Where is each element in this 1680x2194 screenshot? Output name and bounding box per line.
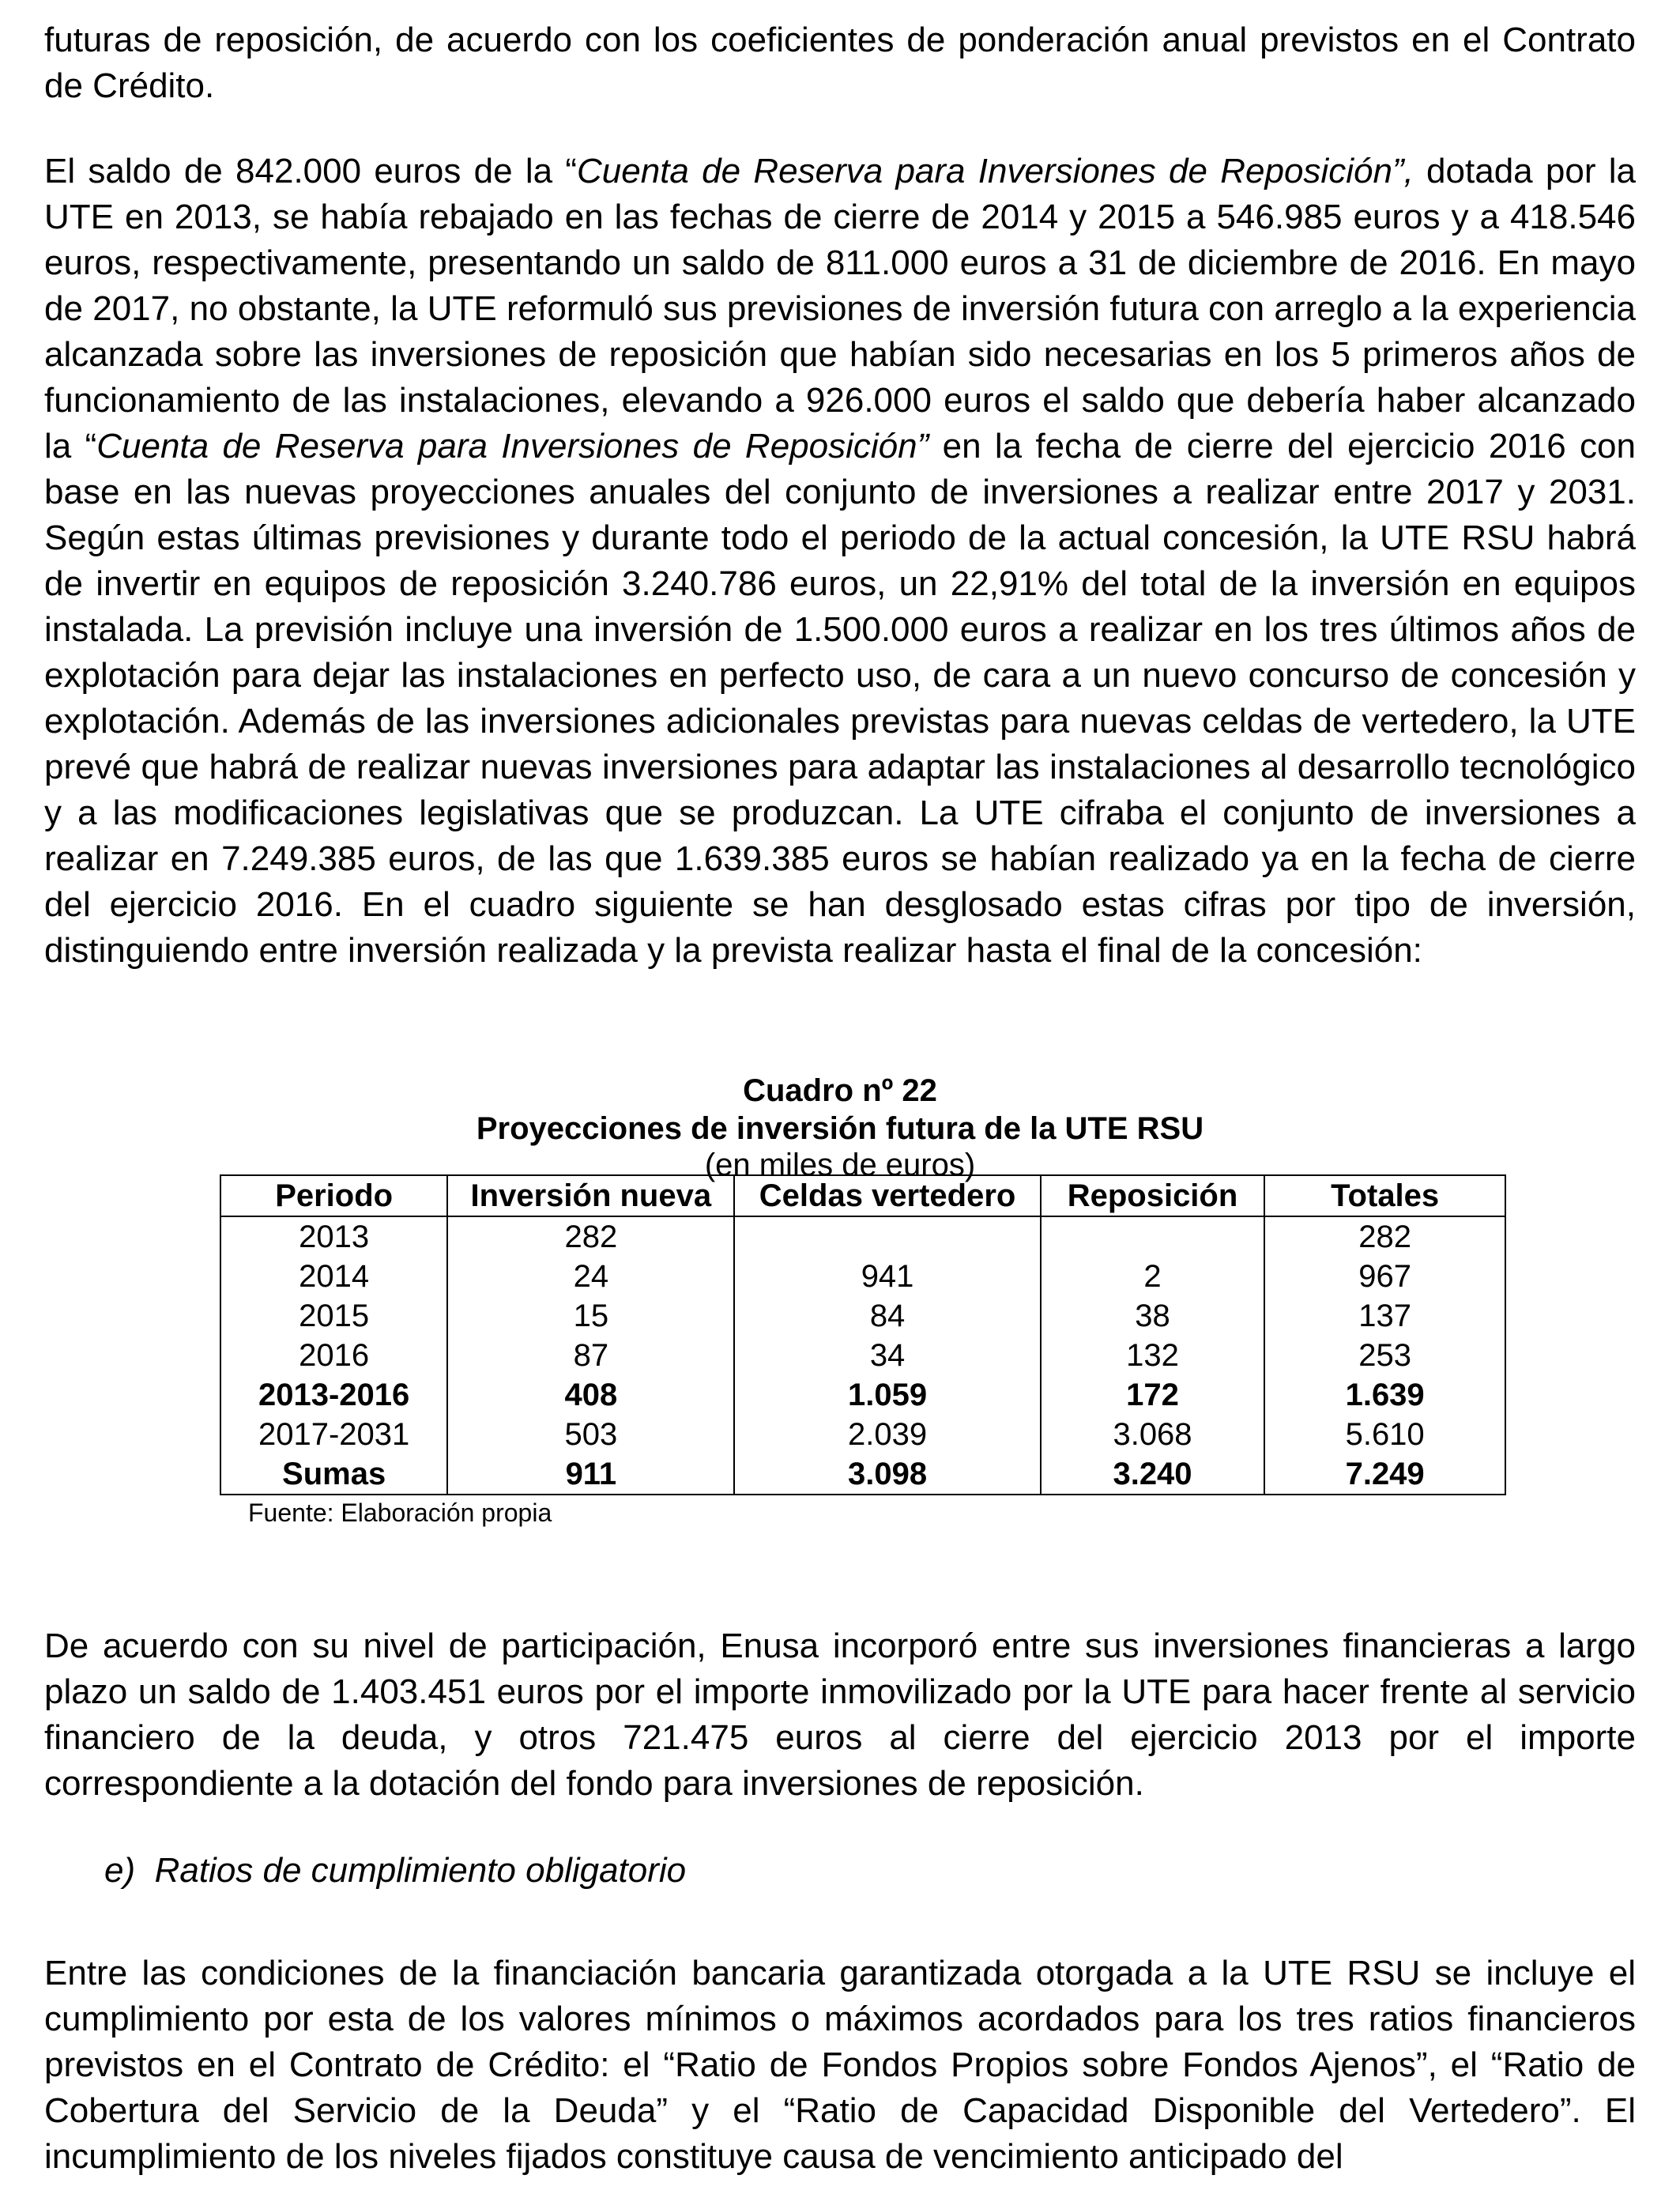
table-row bbox=[220, 1336, 1505, 1375]
table-row bbox=[220, 1216, 1505, 1257]
table-cell: 282 bbox=[447, 1216, 734, 1257]
table-cell: 911 bbox=[447, 1454, 734, 1495]
column-header-celdas-vertedero: Celdas vertedero bbox=[734, 1175, 1040, 1216]
table-cell: 3.098 bbox=[734, 1454, 1040, 1495]
italic-span: Cuenta de Reserva para Inversiones de Reposición” bbox=[96, 427, 929, 466]
table-cell: 84 bbox=[734, 1296, 1040, 1336]
table-cell: 408 bbox=[447, 1375, 734, 1415]
paragraph-reserve-account bbox=[44, 149, 1636, 974]
table-cell: 3.240 bbox=[1041, 1454, 1265, 1495]
paragraph-financing-ratios: Entre las condiciones de la financiación bancaria garantizada otorgada a la UTE RSU se incluye el cumplimiento por esta de los valores mínimos o máximos acordados para los tres ratios financieros previstos en el Contrato de Crédito: el “Ratio de Fondos Propios sobre Fondos Ajenos”, el “Ratio de Cobertura del Servicio de la Deuda” y el “Ratio de Capacidad Disponible del Vertedero”. El incumplimiento de los niveles fijados constituye causa de vencimiento anticipado del bbox=[44, 1954, 1636, 2176]
investment-projection-table bbox=[220, 1174, 1506, 1495]
table-cell: 2 bbox=[1041, 1257, 1265, 1296]
table-cell: 3.068 bbox=[1041, 1415, 1265, 1454]
table-caption-number: Cuadro nº 22 bbox=[743, 1073, 937, 1108]
table-body bbox=[220, 1216, 1505, 1495]
table-cell: 15 bbox=[447, 1296, 734, 1336]
text-span: dotada por la UTE en 2013, se había rebajado en las fechas de cierre de 2014 y 2015 a 546.985 euros y a 418.546 euros, respectivamente, presentando un saldo de 811.000 euros a 31 de diciembre de 2016. En mayo de 2017, no obstante, la UTE reformuló sus previsiones de inversión futura con arreglo a la experiencia alcanzada sobre las inversiones de reposición que habían sido necesarias en los 5 primeros años de funcionamiento de las instalaciones, elevando a 926.000 euros el saldo que debería haber alcanzado la “ bbox=[44, 152, 1636, 466]
table-cell: 24 bbox=[447, 1257, 734, 1296]
table-row bbox=[220, 1257, 1505, 1296]
table-cell: 34 bbox=[734, 1336, 1040, 1375]
table-row bbox=[220, 1415, 1505, 1454]
section-heading-ratios: e) Ratios de cumplimiento obligatorio bbox=[104, 1851, 687, 1890]
table-cell: 282 bbox=[1264, 1216, 1505, 1257]
table-cell: 2017-2031 bbox=[220, 1415, 447, 1454]
text-span: El saldo de 842.000 euros de la “ bbox=[44, 152, 578, 190]
table-cell: 137 bbox=[1264, 1296, 1505, 1336]
table-cell: 2014 bbox=[220, 1257, 447, 1296]
table-cell: 132 bbox=[1041, 1336, 1265, 1375]
paragraph-intro: futuras de reposición, de acuerdo con los coeficientes de ponderación anual previstos en el Contrato de Crédito. bbox=[44, 21, 1636, 105]
table-cell: 87 bbox=[447, 1336, 734, 1375]
table-cell: 503 bbox=[447, 1415, 734, 1454]
table-caption-units: (en miles de euros) bbox=[704, 1148, 976, 1182]
table-row bbox=[220, 1296, 1505, 1336]
table-caption-title: Proyecciones de inversión futura de la UTE RSU bbox=[476, 1111, 1204, 1146]
table-cell: 5.610 bbox=[1264, 1415, 1505, 1454]
table-cell: 967 bbox=[1264, 1257, 1505, 1296]
table-cell: 172 bbox=[1041, 1375, 1265, 1415]
table-row bbox=[220, 1375, 1505, 1415]
column-header-reposicion: Reposición bbox=[1041, 1175, 1265, 1216]
table-cell: 2015 bbox=[220, 1296, 447, 1336]
table-cell bbox=[1041, 1216, 1265, 1257]
table-cell: 253 bbox=[1264, 1336, 1505, 1375]
column-header-totales: Totales bbox=[1264, 1175, 1505, 1216]
table-cell: 941 bbox=[734, 1257, 1040, 1296]
table-cell bbox=[734, 1216, 1040, 1257]
table-cell: 2013 bbox=[220, 1216, 447, 1257]
table-cell: 2013-2016 bbox=[220, 1375, 447, 1415]
table-row bbox=[220, 1454, 1505, 1495]
column-header-periodo: Periodo bbox=[220, 1175, 447, 1216]
table-cell: 7.249 bbox=[1264, 1454, 1505, 1495]
table-header-row bbox=[220, 1175, 1505, 1216]
table-cell: 2016 bbox=[220, 1336, 447, 1375]
table-cell: 1.059 bbox=[734, 1375, 1040, 1415]
table-cell: Sumas bbox=[220, 1454, 447, 1495]
text-span: en la fecha de cierre del ejercicio 2016 con base en las nuevas proyecciones anuales del conjunto de inversiones a realizar entre 2017 y 2031. Según estas últimas previsiones y durante todo el periodo de la actual concesión, la UTE RSU habrá de invertir en equipos de reposición 3.240.786 euros, un 22,91% del total de la inversión en equipos instalada. La previsión incluye una inversión de 1.500.000 euros a realizar en los tres últimos años de explotación para dejar las instalaciones en perfecto uso, de cara a un nuevo concurso de concesión y explotación. Además de las inversiones adicionales previstas para nuevas celdas de vertedero, la UTE prevé que habrá de realizar nuevas inversiones para adaptar las instalaciones al desarrollo tecnológico y a las modificaciones legislativas que se produzcan. La UTE cifraba el conjunto de inversiones a realizar en 7.249.385 euros, de las que 1.639.385 euros se habían realizado ya en la fecha de cierre del ejercicio 2016. En el cuadro siguiente se han desglosado estas cifras por tipo de inversión, distinguiendo entre inversión realizada y la prevista realizar hasta el final de la concesión: bbox=[44, 427, 1636, 970]
column-header-inversion-nueva: Inversión nueva bbox=[447, 1175, 734, 1216]
table-cell: 2.039 bbox=[734, 1415, 1040, 1454]
paragraph-enusa-investments: De acuerdo con su nivel de participación, Enusa incorporó entre sus inversiones financieras a largo plazo un saldo de 1.403.451 euros por el importe inmovilizado por la UTE para hacer frente al servicio financiero de la deuda, y otros 721.475 euros al cierre del ejercicio 2013 por el importe correspondiente a la dotación del fondo para inversiones de reposición. bbox=[44, 1627, 1636, 1803]
table-cell: 38 bbox=[1041, 1296, 1265, 1336]
table-cell: 1.639 bbox=[1264, 1375, 1505, 1415]
italic-span: Cuenta de Reserva para Inversiones de Reposición”, bbox=[577, 152, 1414, 190]
table-source-note: Fuente: Elaboración propia bbox=[248, 1498, 552, 1527]
